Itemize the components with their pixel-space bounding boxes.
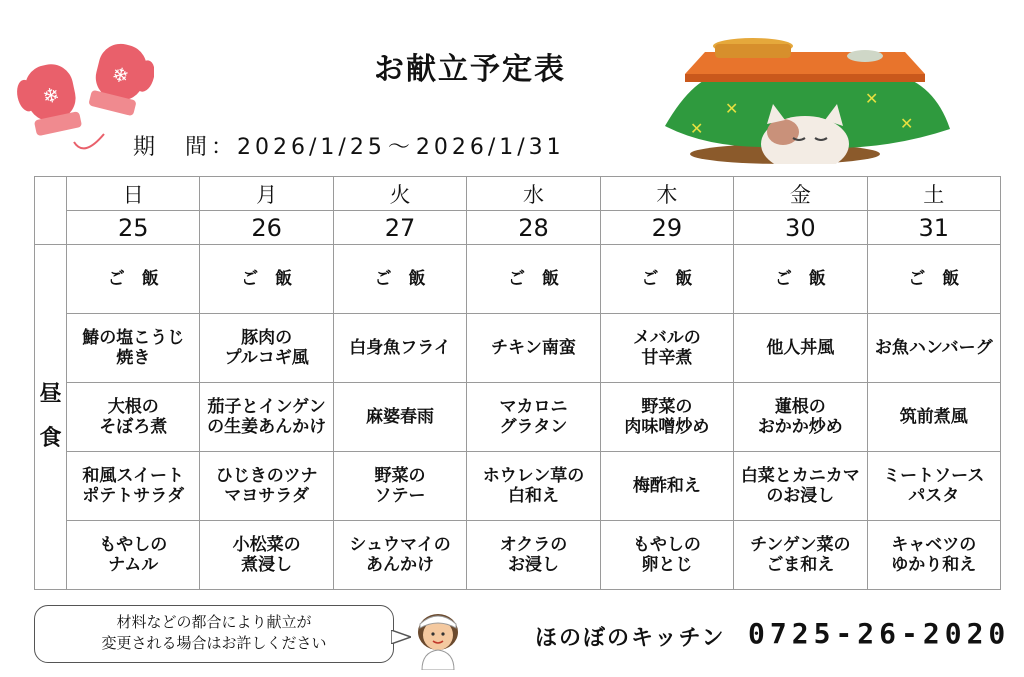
dish-row — [35, 521, 1001, 590]
date-row — [35, 211, 1001, 245]
dish-cell: もやしの 卵とじ — [600, 521, 733, 590]
kitchen-name: ほのぼのキッチン — [535, 626, 726, 651]
period-line — [133, 130, 565, 161]
dish-cell: ご 飯 — [867, 245, 1000, 314]
dish-cell: 他人丼風 — [734, 314, 867, 383]
dish-cell: キャベツの ゆかり和え — [867, 521, 1000, 590]
svg-text:❄: ❄ — [109, 61, 132, 89]
dish-cell: ホウレン草の 白和え — [467, 452, 600, 521]
dow-cell: 土 — [867, 177, 1000, 211]
date-cell: 25 — [67, 211, 200, 245]
dish-cell: 野菜の 肉味噌炒め — [600, 383, 733, 452]
dish-cell: オクラの お浸し — [467, 521, 600, 590]
period-label: 期 間： — [133, 135, 238, 160]
phone-number: 0725-26-2020 — [748, 617, 1011, 650]
period-start: 2026/1/25 — [237, 135, 386, 160]
dish-row — [35, 314, 1001, 383]
dish-cell: チキン南蛮 — [467, 314, 600, 383]
dish-cell: 和風スイート ポテトサラダ — [67, 452, 200, 521]
date-cell: 28 — [467, 211, 600, 245]
kotatsu-cat-icon — [655, 34, 955, 164]
dish-cell: ご 飯 — [200, 245, 333, 314]
dish-cell: 麻婆春雨 — [333, 383, 466, 452]
dish-cell: 豚肉の プルコギ風 — [200, 314, 333, 383]
period-tilde: ～ — [387, 135, 414, 160]
dish-cell: 小松菜の 煮浸し — [200, 521, 333, 590]
period-end: 2026/1/31 — [415, 135, 565, 160]
menu-table — [34, 176, 1001, 590]
meal-label: 昼 食 — [35, 245, 67, 590]
dish-cell: チンゲン菜の ごま和え — [734, 521, 867, 590]
dish-cell: 白身魚フライ — [333, 314, 466, 383]
dish-cell: 野菜の ソテー — [333, 452, 466, 521]
dish-cell: もやしの ナムル — [67, 521, 200, 590]
dish-cell: マカロニ グラタン — [467, 383, 600, 452]
dow-cell: 月 — [200, 177, 333, 211]
dish-cell: シュウマイの あんかけ — [333, 521, 466, 590]
chef-woman-icon — [408, 608, 470, 670]
dish-cell: ひじきのツナ マヨサラダ — [200, 452, 333, 521]
dow-cell: 金 — [734, 177, 867, 211]
dow-cell: 木 — [600, 177, 733, 211]
dish-row — [35, 452, 1001, 521]
dish-cell: ご 飯 — [734, 245, 867, 314]
dish-row — [35, 383, 1001, 452]
svg-text:✕: ✕ — [865, 89, 879, 108]
dish-cell: お魚ハンバーグ — [867, 314, 1000, 383]
dow-cell: 日 — [67, 177, 200, 211]
dish-cell: 白菜とカニカマ のお浸し — [734, 452, 867, 521]
date-cell: 29 — [600, 211, 733, 245]
dish-cell: 筑前煮風 — [867, 383, 1000, 452]
svg-text:✕: ✕ — [900, 114, 914, 133]
dish-cell: ご 飯 — [67, 245, 200, 314]
date-cell: 26 — [200, 211, 333, 245]
day-of-week-row — [35, 177, 1001, 211]
dish-cell: 梅酢和え — [600, 452, 733, 521]
dish-cell: 蓮根の おかか炒め — [734, 383, 867, 452]
dow-cell: 火 — [333, 177, 466, 211]
dish-cell: ご 飯 — [333, 245, 466, 314]
notice-text: 材料などの都合により献立が 変更される場合はお許しください — [101, 613, 327, 652]
notice-bubble — [34, 605, 394, 663]
dish-cell: 大根の そぼろ煮 — [67, 383, 200, 452]
svg-text:✕: ✕ — [725, 99, 739, 118]
corner-cell — [35, 177, 67, 245]
dish-cell: メバルの 甘辛煮 — [600, 314, 733, 383]
dish-cell: ご 飯 — [600, 245, 733, 314]
dish-row — [35, 245, 1001, 314]
dish-cell: ミートソース パスタ — [867, 452, 1000, 521]
svg-text:✕: ✕ — [690, 119, 704, 138]
svg-text:❄: ❄ — [40, 82, 62, 110]
date-cell: 27 — [333, 211, 466, 245]
dow-cell: 水 — [467, 177, 600, 211]
dish-cell: ご 飯 — [467, 245, 600, 314]
dish-cell: 茄子とインゲン の生姜あんかけ — [200, 383, 333, 452]
date-cell: 30 — [734, 211, 867, 245]
date-cell: 31 — [867, 211, 1000, 245]
page-title: お献立予定表 — [374, 52, 566, 87]
dish-cell: 鰆の塩こうじ 焼き — [67, 314, 200, 383]
